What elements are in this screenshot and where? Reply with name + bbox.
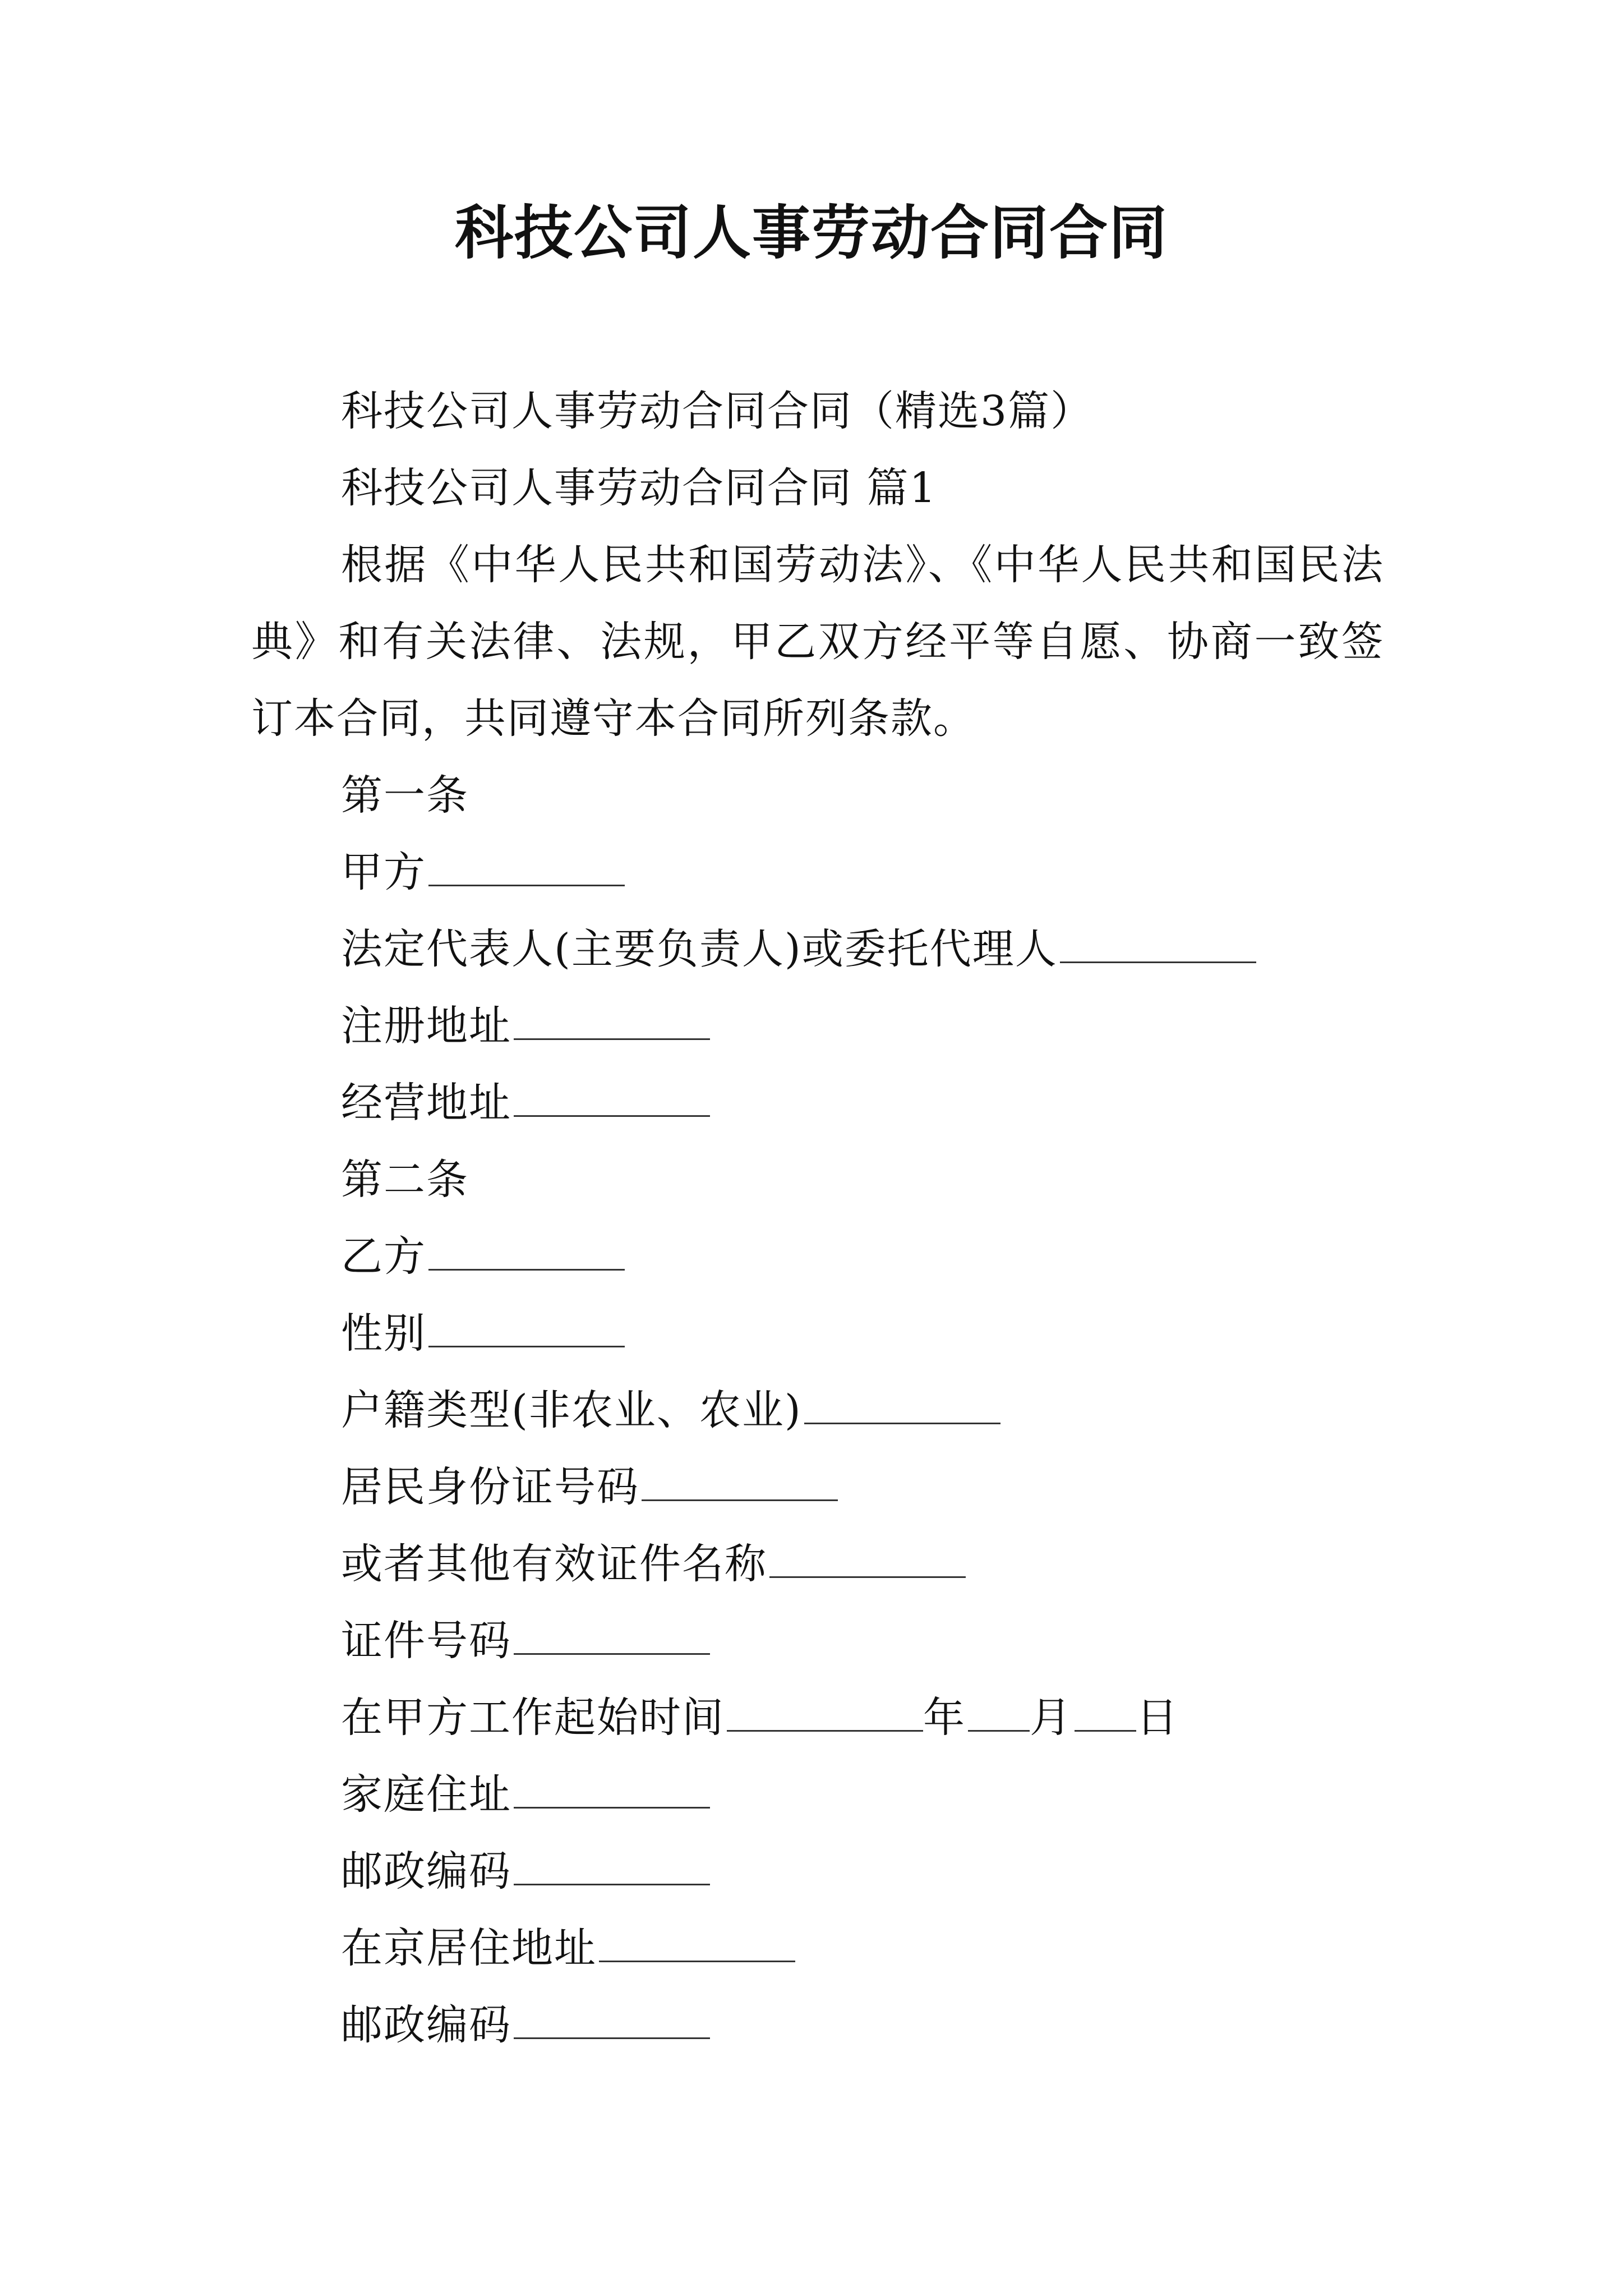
field-postal-code-2 xyxy=(251,1987,1384,2064)
year-label: 年 xyxy=(923,1694,966,1742)
article-1-heading: 第一条 xyxy=(341,771,469,820)
fill-in-blank[interactable] xyxy=(514,1080,710,1117)
field-beijing-address xyxy=(251,1910,1384,1987)
field-id-number xyxy=(251,1449,1384,1526)
section-heading: 科技公司人事劳动合同合同 篇1 xyxy=(341,464,937,512)
document-subtitle: 科技公司人事劳动合同合同（精选3篇） xyxy=(341,387,1094,435)
fill-in-blank[interactable] xyxy=(514,1772,710,1809)
field-label: 家庭住址 xyxy=(341,1770,511,1819)
field-start-date xyxy=(251,1680,1384,1756)
article-2-heading: 第二条 xyxy=(341,1156,469,1204)
field-legal-representative xyxy=(251,911,1384,988)
field-label: 注册地址 xyxy=(341,1002,511,1050)
fill-in-blank[interactable] xyxy=(428,850,625,886)
field-label: 经营地址 xyxy=(341,1079,511,1127)
document-body xyxy=(251,373,1384,2064)
field-label: 性别 xyxy=(341,1309,426,1358)
fill-in-blank[interactable] xyxy=(1060,927,1256,963)
fill-in-blank[interactable] xyxy=(769,1542,966,1578)
field-registered-address xyxy=(251,988,1384,1065)
day-label: 日 xyxy=(1136,1694,1179,1742)
fill-in-blank[interactable] xyxy=(514,1004,710,1040)
field-party-a xyxy=(251,834,1384,911)
field-document-number xyxy=(251,1603,1384,1680)
intro-paragraph: 根据《中华人民共和国劳动法》、《中华人民共和国民法典》和有关法律、法规，甲乙双方经平等自愿、协商一致签订本合同，共同遵守本合同所列条款。 xyxy=(251,541,1384,743)
fill-in-blank[interactable] xyxy=(599,1926,795,1962)
field-label: 邮政编码 xyxy=(341,1847,511,1895)
month-blank[interactable] xyxy=(968,1695,1030,1732)
field-label: 证件号码 xyxy=(341,1617,511,1665)
fill-in-blank[interactable] xyxy=(428,1311,625,1347)
field-party-b xyxy=(251,1218,1384,1295)
field-label: 邮政编码 xyxy=(341,2001,511,2049)
field-household-type xyxy=(251,1372,1384,1449)
fill-in-blank[interactable] xyxy=(514,2003,710,2039)
month-label: 月 xyxy=(1030,1694,1072,1742)
fill-in-blank[interactable] xyxy=(804,1388,1000,1424)
day-blank[interactable] xyxy=(1075,1695,1136,1732)
fill-in-blank[interactable] xyxy=(514,1849,710,1885)
field-label: 户籍类型(非农业、农业) xyxy=(341,1386,802,1434)
field-label: 在京居住地址 xyxy=(341,1924,597,1972)
field-label: 乙方 xyxy=(341,1232,426,1281)
field-home-address xyxy=(251,1756,1384,1833)
field-other-id-name xyxy=(251,1526,1384,1603)
fill-in-blank[interactable] xyxy=(642,1465,838,1501)
document-title: 科技公司人事劳动合同合同 xyxy=(454,198,1168,267)
field-label: 居民身份证号码 xyxy=(341,1463,639,1511)
year-blank[interactable] xyxy=(727,1695,923,1732)
field-label: 在甲方工作起始时间 xyxy=(341,1694,725,1742)
field-label: 甲方 xyxy=(341,848,426,896)
field-label: 或者其他有效证件名称 xyxy=(341,1540,767,1588)
field-postal-code xyxy=(251,1833,1384,1910)
field-gender xyxy=(251,1295,1384,1372)
field-business-address xyxy=(251,1065,1384,1142)
fill-in-blank[interactable] xyxy=(428,1234,625,1271)
fill-in-blank[interactable] xyxy=(514,1618,710,1655)
field-label: 法定代表人(主要负责人)或委托代理人 xyxy=(341,925,1058,973)
